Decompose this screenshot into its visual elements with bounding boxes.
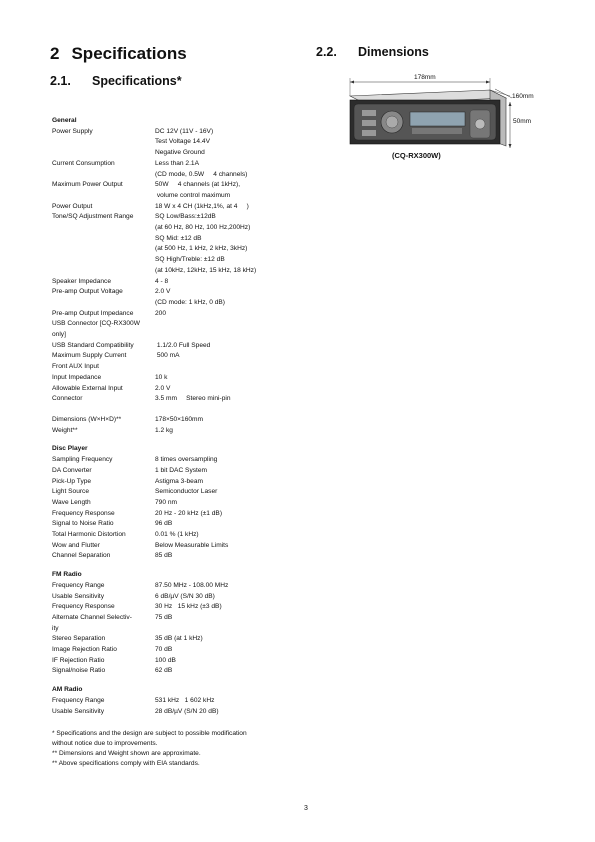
section-dimensions-heading <box>316 45 429 59</box>
spec-label: Image Rejection Ratio <box>52 646 117 654</box>
spec-value: 1.1/2.0 Full Speed <box>155 341 211 349</box>
footnote: * Specifications and the design are subject to possible modification <box>52 730 247 737</box>
spec-label: Speaker Impedance <box>52 277 112 285</box>
spec-value: Semiconductor Laser <box>155 488 218 496</box>
spec-row <box>52 255 302 266</box>
spec-value: 2.0 V <box>155 384 171 392</box>
heading-title: Specifications <box>71 44 187 63</box>
page-heading <box>50 44 187 64</box>
spec-row <box>52 362 302 373</box>
am-radio-title: AM Radio <box>52 686 83 694</box>
page-number: 3 <box>304 805 308 812</box>
spec-value: 531 kHz 1 602 kHz <box>155 696 215 704</box>
spec-value: (CD mode: 1 kHz, 0 dB) <box>155 298 225 306</box>
spec-value: 85 dB <box>155 552 173 560</box>
spec-row <box>52 351 302 362</box>
spec-row <box>52 487 302 498</box>
spec-label: Maximum Supply Current <box>52 352 127 360</box>
spec-row <box>52 509 302 520</box>
spec-row <box>52 277 302 288</box>
spec-row <box>52 645 302 656</box>
depth-label: 160mm <box>512 93 534 100</box>
spec-value: 20 Hz - 20 kHz (±1 dB) <box>155 509 223 517</box>
spec-label: Signal/noise Ratio <box>52 667 106 675</box>
spec-value: 75 dB <box>155 613 173 621</box>
spec-value: 1 bit DAC System <box>155 466 208 474</box>
specifications-list <box>52 116 302 717</box>
spec-label: Alternate Channel Selectiv- <box>52 613 132 621</box>
spec-label: Channel Separation <box>52 552 111 560</box>
spec-row <box>52 373 302 384</box>
spec-value: SQ Low/Bass:±12dB <box>155 213 216 221</box>
spec-value: 200 <box>155 309 167 317</box>
spec-label <box>52 255 155 266</box>
spec-value: (at 500 Hz, 1 kHz, 2 kHz, 3kHz) <box>155 245 248 253</box>
spec-row <box>52 477 302 488</box>
spec-label: Weight** <box>52 426 78 434</box>
spec-label: Frequency Range <box>52 696 105 704</box>
spec-label <box>52 244 155 255</box>
spec-value: Negative Ground <box>155 149 205 157</box>
spec-value: (at 60 Hz, 80 Hz, 100 Hz,200Hz) <box>155 224 251 232</box>
spec-value: 10 k <box>155 373 168 381</box>
heading-number: 2 <box>50 44 60 63</box>
spec-label <box>52 170 155 181</box>
spec-value: 70 dB <box>155 646 173 654</box>
spec-row <box>52 266 302 277</box>
dimensions-drawing <box>340 70 540 159</box>
spec-value: 790 nm <box>155 498 177 506</box>
spec-label: Usable Sensitivity <box>52 592 105 600</box>
spec-row <box>52 592 302 603</box>
spec-row <box>52 498 302 509</box>
spec-value <box>155 362 302 373</box>
spec-label <box>52 191 155 202</box>
spec-label: USB Standard Compatibility <box>52 341 134 349</box>
section-number: 2.2. <box>316 45 337 59</box>
spec-row <box>52 581 302 592</box>
spec-value: Test Voltage 14.4V <box>155 138 210 146</box>
spec-value: (at 10kHz, 12kHz, 15 kHz, 18 kHz) <box>155 266 257 274</box>
spec-label: Pre-amp Output Impedance <box>52 309 134 317</box>
spec-value: 500 mA <box>155 352 180 360</box>
spec-row <box>52 384 302 395</box>
spec-value <box>155 319 302 340</box>
spec-label: Wow and Flutter <box>52 541 100 549</box>
spec-row <box>52 666 302 677</box>
spec-row <box>52 415 302 426</box>
spec-row <box>52 180 302 191</box>
spec-row <box>52 551 302 562</box>
spec-row <box>52 148 302 159</box>
spec-value: SQ Mid: ±12 dB <box>155 234 202 242</box>
spec-value: 178×50×160mm <box>155 415 204 423</box>
spec-label: Frequency Range <box>52 581 105 589</box>
section-title: Specifications* <box>92 74 182 88</box>
spec-row <box>52 696 302 707</box>
spec-row <box>52 244 302 255</box>
spec-value: 62 dB <box>155 667 173 675</box>
spec-row <box>52 394 302 405</box>
spec-value: volume control maximum <box>155 191 231 199</box>
spec-label: Pre-amp Output Voltage <box>52 288 123 296</box>
spec-label: Sampling Frequency <box>52 456 113 464</box>
spec-row <box>52 298 302 309</box>
disc-player-title: Disc Player <box>52 445 88 453</box>
spec-label: USB Connector [CQ-RX300W only] <box>52 320 140 339</box>
spec-label: Stereo Separation <box>52 635 106 643</box>
spec-value <box>155 624 302 635</box>
spec-value: 0.01 % (1 kHz) <box>155 531 199 539</box>
spec-value: 100 dB <box>155 656 176 664</box>
spec-row <box>52 234 302 245</box>
spec-label: Total Harmonic Distortion <box>52 531 126 539</box>
spec-value: 87.50 MHz - 108.00 MHz <box>155 581 229 589</box>
spec-label: Dimensions (W×H×D)** <box>52 415 122 423</box>
spec-row <box>52 519 302 530</box>
spec-value: 3.5 mm Stereo mini-pin <box>155 395 231 403</box>
section-title: Dimensions <box>358 45 429 59</box>
spec-label: Allowable External Input <box>52 384 123 392</box>
spec-row <box>52 202 302 213</box>
spec-value: 6 dB/µV (S/N 30 dB) <box>155 592 215 600</box>
general-title: General <box>52 117 77 124</box>
spec-value: 2.0 V <box>155 288 171 296</box>
section-number: 2.1. <box>50 74 71 88</box>
spec-label <box>52 234 155 245</box>
spec-row <box>52 127 302 138</box>
footnote: ** Above specifications comply with EIA standards. <box>52 760 200 767</box>
spec-row <box>52 613 302 624</box>
width-label: 178mm <box>414 74 436 81</box>
spec-label <box>52 223 155 234</box>
spec-value: Less than 2.1A <box>155 159 199 167</box>
spec-label: Current Consumption <box>52 159 115 167</box>
spec-value: DC 12V (11V - 16V) <box>155 127 214 135</box>
spec-value: 1.2 kg <box>155 426 173 434</box>
height-label: 50mm <box>513 118 532 125</box>
model-caption: (CQ-RX300W) <box>392 151 441 160</box>
spec-value: Below Measurable Limits <box>155 541 229 549</box>
spec-row <box>52 319 302 340</box>
spec-row <box>52 624 302 635</box>
spec-value: Astigma 3-beam <box>155 477 204 485</box>
spec-label <box>52 298 155 309</box>
spec-row <box>52 159 302 170</box>
spec-row <box>52 212 302 223</box>
spec-row <box>52 170 302 181</box>
spec-label: Pick-Up Type <box>52 477 92 485</box>
spec-value: 96 dB <box>155 520 173 528</box>
spec-value: SQ High/Treble: ±12 dB <box>155 256 225 264</box>
spec-label: DA Converter <box>52 466 92 474</box>
spec-row <box>52 466 302 477</box>
spec-row <box>52 634 302 645</box>
spec-row <box>52 287 302 298</box>
spec-value: (CD mode, 0.5W 4 channels) <box>155 170 248 178</box>
spec-value: 4 - 8 <box>155 277 169 285</box>
spec-row <box>52 223 302 234</box>
spec-label: ity <box>52 624 59 632</box>
footnotes <box>52 729 302 769</box>
spec-value: 30 Hz 15 kHz (±3 dB) <box>155 603 222 611</box>
spec-value: 18 W x 4 CH (1kHz,1%, at 4 ) <box>155 202 249 210</box>
spec-label <box>52 148 155 159</box>
spec-row <box>52 455 302 466</box>
spec-row <box>52 541 302 552</box>
spec-label: Connector <box>52 395 83 403</box>
footnote: without notice due to improvements. <box>52 740 158 747</box>
spec-row <box>52 426 302 437</box>
spec-value: 8 times oversampling <box>155 456 218 464</box>
spec-label: Light Source <box>52 488 90 496</box>
spec-label <box>52 266 155 277</box>
spec-row <box>52 707 302 718</box>
spec-label: IF Rejection Ratio <box>52 656 105 664</box>
spec-label <box>52 137 155 148</box>
section-specifications-heading <box>50 74 182 88</box>
spec-label: Frequency Response <box>52 603 115 611</box>
spec-row <box>52 656 302 667</box>
spec-label: Power Supply <box>52 127 93 135</box>
spec-row <box>52 530 302 541</box>
spec-row <box>52 602 302 613</box>
spec-label: Frequency Response <box>52 509 115 517</box>
spec-label: Power Output <box>52 202 93 210</box>
spec-label: Tone/SQ Adjustment Range <box>52 213 134 221</box>
spec-value: 35 dB (at 1 kHz) <box>155 635 203 643</box>
footnote: ** Dimensions and Weight shown are approximate. <box>52 750 201 757</box>
spec-label: Signal to Noise Ratio <box>52 520 114 528</box>
fm-radio-title: FM Radio <box>52 571 82 579</box>
spec-value: 50W 4 channels (at 1kHz), <box>155 181 241 189</box>
spec-row <box>52 309 302 320</box>
spec-label: Input Impedance <box>52 373 102 381</box>
spec-value: 28 dB/µV (S/N 20 dB) <box>155 707 219 715</box>
spec-label: Usable Sensitivity <box>52 707 105 715</box>
spec-label: Wave Length <box>52 498 91 506</box>
spec-label: Maximum Power Output <box>52 181 123 189</box>
spec-row <box>52 341 302 352</box>
spec-label: Front AUX Input <box>52 363 99 371</box>
spec-row <box>52 191 302 202</box>
spec-row <box>52 137 302 148</box>
